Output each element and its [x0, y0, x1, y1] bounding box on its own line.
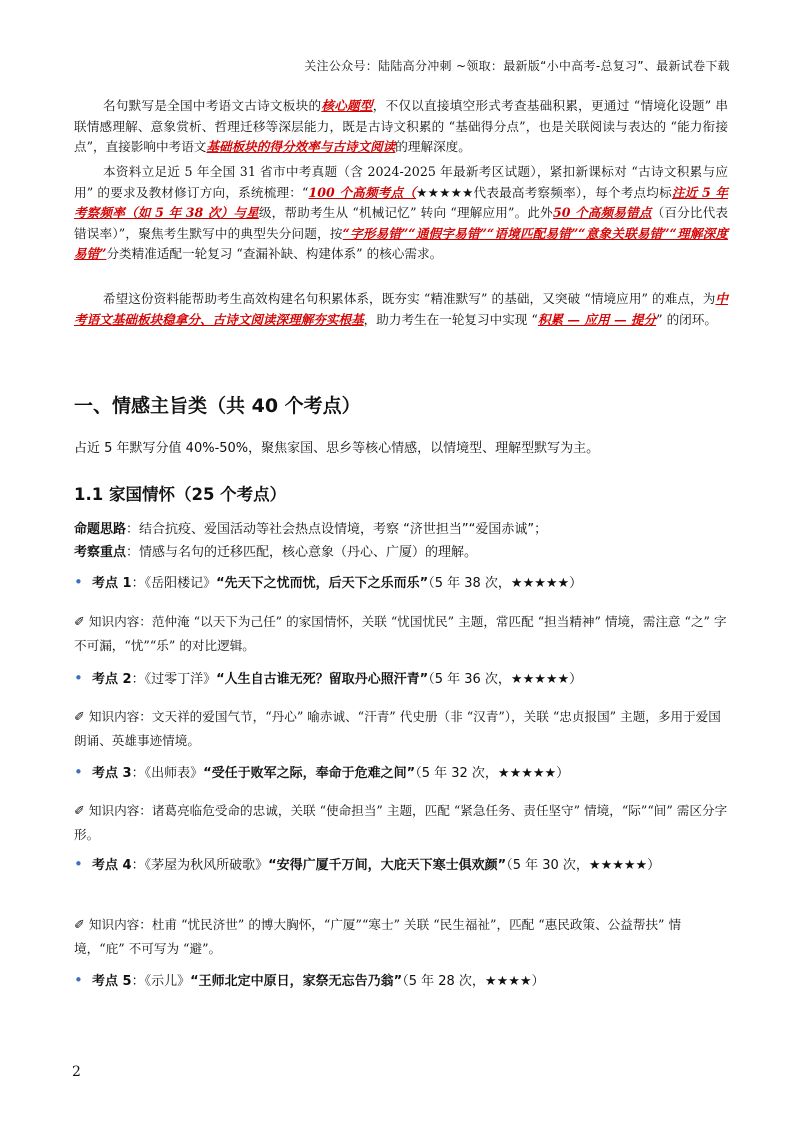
bullet-dot-icon: • [74, 669, 83, 687]
intro-text: 分类精准适配一轮复习 “查漏补缺、构建体系” 的核心需求。 [106, 246, 443, 261]
knowledge-text: 杜甫 “忧民济世” 的博大胸怀，“广厦”“寒士” 关联 “民生福祉”，匹配 “惠民政策、公益帮扶” 情境，“庇” 不可写为 “避”。 [74, 917, 682, 956]
proposition-idea [74, 518, 547, 537]
subsection-heading: 1.1 家国情怀（25 个考点） [74, 485, 287, 504]
intro-text: ，不仅以直接填空形式考查基础积累，更通过 “情境化设题” 串联情感理解、意象赏析、哲理迁移等深层能力，既是古诗文积累的 “基础得分点”，也是关联阅读与表达的 “能力衔接点”，直接影响中考语文 [74, 98, 728, 154]
exam-point: • 考点 3：《出师表》“受任于败军之际，奉命于危难之间”（5 年 32 次，★★★★★） [74, 760, 728, 786]
knowledge-label: 知识内容： [88, 709, 152, 724]
point-source: 《岳阳楼记》 [144, 576, 217, 591]
point-frequency: （5 年 30 次，★★★★★） [506, 858, 661, 873]
point-label: 考点 2 [92, 672, 132, 687]
pencil-icon: ✐ [74, 918, 85, 933]
point-quote: “先天下之忧而忧，后天下之乐而乐” [216, 576, 429, 591]
emphasis-text: “字形易错”“通假字易错”“语境匹配易错”“意象关联易错”“理解深度易错” [74, 225, 728, 261]
proposition-idea-text: ：结合抗疫、爱国活动等社会热点设情境，考察 “济世担当”“爱国赤诚”； [126, 522, 548, 537]
page-number: 2 [72, 1064, 81, 1080]
emphasis-text: 核心题型 [321, 98, 373, 113]
intro-text: 代表最高考察频率），每个考点均标 [473, 184, 672, 200]
knowledge-text: 范仲淹 “以天下为己任” 的家国情怀，关联 “忧国忧民” 主题，常匹配 “担当精神” 情境，需注意 “之” 字不可漏，“忧”“乐” 的对比逻辑。 [74, 614, 727, 653]
knowledge-label: 知识内容： [88, 917, 152, 932]
knowledge-content [74, 705, 728, 752]
intro-text: 的理解深度。 [395, 139, 471, 154]
bullet-dot-icon: • [74, 971, 83, 989]
intro-paragraph-1 [74, 96, 728, 158]
knowledge-text: 文天祥的爱国气节，“丹心” 喻赤诚、“汗青” 代史册（非 “汉青”），关联 “忠贞报国” 主题，多用于爱国朗诵、英雄事迹情境。 [74, 709, 721, 748]
point-quote: “王师北定中原日，家祭无忘告乃翁” [190, 974, 403, 989]
intro-paragraph-2 [74, 162, 728, 265]
knowledge-content [74, 913, 728, 960]
emphasis-text: 中考语文基础板块稳拿分、古诗文阅读深理解夯实根基 [74, 291, 728, 327]
intro-text: ” 的闭环。 [656, 311, 717, 327]
bullet-dot-icon: • [74, 573, 83, 591]
point-label: 考点 3 [92, 766, 132, 781]
emphasis-text: 100 个高频考点（ [308, 184, 417, 200]
section-heading: 一、情感主旨类（共 40 个考点） [74, 395, 361, 417]
point-quote: “人生自古谁无死？留取丹心照汗青” [216, 672, 429, 687]
intro-paragraph-3 [74, 289, 728, 330]
point-source: 《出师表》 [144, 766, 204, 781]
knowledge-label: 知识内容： [88, 803, 152, 818]
point-frequency: （5 年 28 次，★★★★） [402, 974, 545, 989]
bullet-dot-icon: • [74, 763, 83, 781]
knowledge-label: 知识内容： [88, 614, 152, 629]
point-label: 考点 4 [92, 858, 132, 873]
page-header: 关注公众号：陆陆高分冲刺 ~领取：最新版“小中高考-总复习”、最新试卷下载 [304, 59, 730, 73]
exam-point: • 考点 1：《岳阳楼记》“先天下之忧而忧，后天下之乐而乐”（5 年 38 次，★★★★★） [74, 570, 728, 596]
point-quote: “受任于败军之际，奉命于危难之间” [203, 766, 416, 781]
knowledge-content [74, 799, 728, 846]
emphasis-text: 积累 — 应用 — 提分 [537, 311, 657, 327]
star-rating: ★★★★★ [416, 184, 474, 200]
exam-focus [74, 541, 477, 560]
pencil-icon: ✐ [74, 615, 85, 630]
intro-section [74, 96, 728, 158]
intro-section-3 [74, 289, 728, 330]
intro-section-2 [74, 162, 728, 265]
proposition-idea-label: 命题思路 [74, 522, 127, 537]
exam-focus-label: 考察重点 [74, 545, 127, 560]
point-quote: “安得广厦千万间，大庇天下寒士俱欢颜” [268, 858, 507, 873]
emphasis-text: 50 个高频易错点 [552, 205, 652, 220]
section-description: 占近 5 年默写分值 40%-50%，聚焦家国、思乡等核心情感，以情境型、理解型默写为主。 [74, 441, 600, 456]
intro-text: ，助力考生在一轮复习中实现 “ [363, 311, 538, 327]
point-frequency: （5 年 32 次，★★★★★） [415, 766, 570, 781]
pencil-icon: ✐ [74, 710, 85, 725]
intro-text: 名句默写是全国中考语文古诗文板块的 [102, 98, 322, 113]
exam-point: • 考点 5：《示儿》“王师北定中原日，家祭无忘告乃翁”（5 年 28 次，★★★★） [74, 968, 728, 994]
point-frequency: （5 年 38 次，★★★★★） [428, 576, 583, 591]
exam-focus-text: ：情感与名句的迁移匹配，核心意象（丹心、广厦）的理解。 [126, 545, 478, 560]
intro-text: （百分比代表错误率）”，聚焦考生默写中的典型失分问题，按 [74, 205, 729, 241]
exam-point: • 考点 4：《茅屋为秋风所破歌》“安得广厦千万间，大庇天下寒士俱欢颜”（5 年 30 次，★★★★★） [74, 852, 728, 878]
bullet-dot-icon: • [74, 855, 83, 873]
point-label: 考点 1 [92, 576, 132, 591]
emphasis-text: 基础板块的得分效率与古诗文阅读 [206, 139, 396, 154]
intro-text: 本资料立足近 5 年全国 31 省市中考真题（含 2024-2025 年最新考区试题），紧扣新课标对 “古诗文积累与应用” 的要求及教材修订方向，系统梳理：“ [74, 164, 728, 200]
emphasis-text: 注近 5 年考察频率（如 5 年 38 次）与星 [74, 184, 728, 220]
knowledge-text: 诸葛亮临危受命的忠诚，关联 “使命担当” 主题，匹配 “紧急任务、责任坚守” 情境，“际”“间” 需区分字形。 [74, 803, 728, 842]
point-source: 《示儿》 [144, 974, 191, 989]
intro-text: 希望这份资料能帮助考生高效构建名句积累体系，既夯实 “精准默写” 的基础，又突破 “情境应用” 的难点，为 [102, 291, 716, 306]
point-source: 《过零丁洋》 [144, 672, 217, 687]
point-source: 《茅屋为秋风所破歌》 [144, 858, 269, 873]
intro-text: 级，帮助考生从 “机械记忆” 转向 “理解应用”。此外 [258, 205, 553, 220]
point-label: 考点 5 [92, 974, 132, 989]
pencil-icon: ✐ [74, 804, 85, 819]
point-frequency: （5 年 36 次，★★★★★） [428, 672, 583, 687]
exam-point: • 考点 2：《过零丁洋》“人生自古谁无死？留取丹心照汗青”（5 年 36 次，★★★★★） [74, 666, 728, 692]
knowledge-content [74, 610, 728, 657]
